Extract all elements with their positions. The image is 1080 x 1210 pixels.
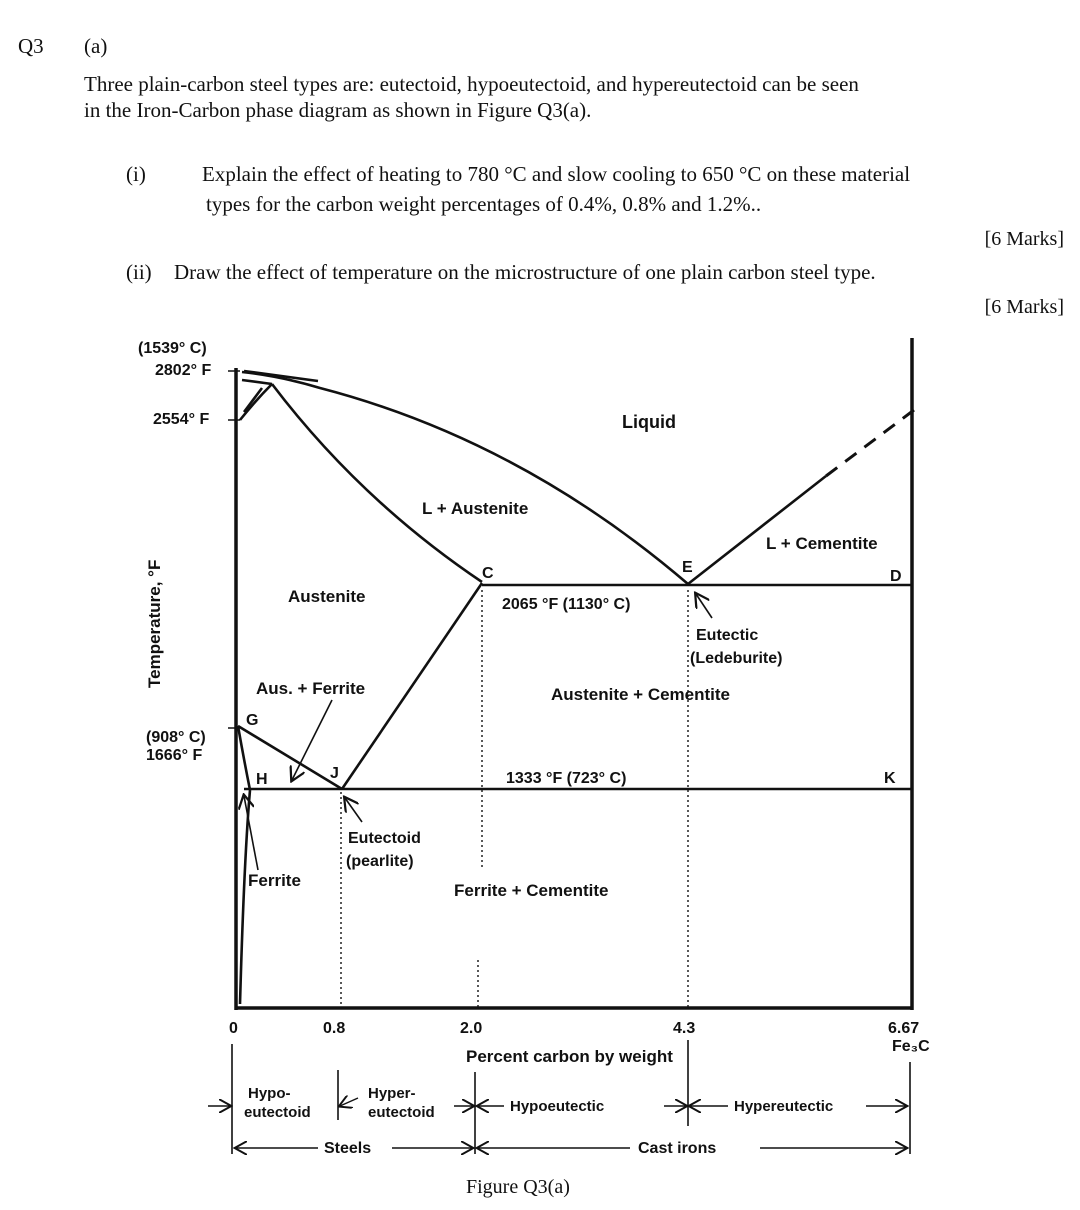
question-part: (a) [84, 34, 108, 58]
sub-question-ii-text: Draw the effect of temperature on the microstructure of one plain carbon steel type. [174, 260, 876, 284]
region-ferrite: Ferrite [248, 871, 301, 890]
point-g: G [246, 712, 259, 729]
point-h: H [256, 771, 268, 788]
eutectoid-label: Eutectoid [348, 830, 421, 847]
x-tick-0: 0 [229, 1020, 238, 1037]
point-c: C [482, 565, 494, 582]
point-d: D [890, 568, 902, 585]
hypoeutectic-label: Hypoeutectic [510, 1098, 605, 1115]
region-aus-ferrite: Aus. + Ferrite [256, 679, 366, 698]
diagram-frame [236, 338, 912, 1010]
temp-2802f: 2802° F [155, 362, 212, 379]
liquidus-extension-dashed [826, 410, 914, 476]
region-austenite: Austenite [288, 587, 366, 606]
sub-question-ii-marks: [6 Marks] [984, 296, 1064, 318]
region-liquid: Liquid [622, 412, 676, 432]
hypereutectoid-line-1: Hyper- [368, 1085, 416, 1102]
region-l-cementite: L + Cementite [766, 534, 878, 553]
temp-2554f: 2554° F [153, 411, 210, 428]
hypereutectic-label: Hypereutectic [734, 1098, 834, 1115]
point-j: J [330, 765, 339, 782]
ledeburite-label: (Ledeburite) [690, 650, 783, 667]
liquidus-line [242, 372, 688, 584]
figure-caption: Figure Q3(a) [466, 1176, 570, 1198]
x-tick-6-67: 6.67 [888, 1020, 920, 1037]
solidus-line [272, 384, 482, 582]
x-axis-label: Percent carbon by weight [466, 1047, 673, 1066]
aus-ferrite-arrow [292, 700, 332, 780]
question-number: Q3 [18, 34, 44, 58]
sub-question-i-line-1: Explain the effect of heating to 780 °C and slow cooling to 650 °C on these material [202, 162, 911, 186]
point-k: K [884, 770, 896, 787]
x-tick-2-0: 2.0 [460, 1020, 483, 1037]
region-austenite-cementite: Austenite + Cementite [551, 685, 731, 704]
sub-question-i-label: (i) [126, 162, 146, 186]
temp-1539c: (1539° C) [138, 340, 207, 357]
hypoeutectoid-line-1: Hypo- [248, 1085, 291, 1102]
cast-irons-label: Cast irons [638, 1140, 717, 1157]
intro-line-2: in the Iron-Carbon phase diagram as shown in Figure Q3(a). [84, 98, 592, 122]
temp-1666f: 1666° F [146, 747, 203, 764]
region-l-austenite: L + Austenite [422, 499, 529, 518]
temp-908c: (908° C) [146, 729, 206, 746]
hypoeutectoid-line-2: eutectoid [244, 1104, 311, 1121]
pearlite-label: (pearlite) [346, 853, 414, 870]
eutectic-label: Eutectic [696, 627, 759, 644]
eutectic-arrow [696, 594, 712, 618]
a3-line [238, 726, 342, 789]
hypereutectoid-line-2: eutectoid [368, 1104, 435, 1121]
composition-guides [341, 590, 688, 1008]
sub-question-i-line-2: types for the carbon weight percentages of 0.4%, 0.8% and 1.2%.. [206, 192, 762, 216]
intro-line-1: Three plain-carbon steel types are: eutectoid, hypoeutectoid, and hypereutectoid can be seen [84, 72, 859, 96]
sub-question-i-marks: [6 Marks] [984, 228, 1064, 250]
eutectic-temperature: 2065 °F (1130° C) [502, 596, 631, 613]
fe3c-label: Fe₃C [892, 1038, 930, 1055]
x-tick-4-3: 4.3 [673, 1020, 696, 1037]
eutectoid-arrow [345, 798, 362, 822]
region-ferrite-cementite: Ferrite + Cementite [454, 881, 609, 900]
sub-question-ii-label: (ii) [126, 260, 152, 284]
steels-label: Steels [324, 1140, 372, 1157]
y-axis-label: Temperature, °F [145, 559, 164, 688]
x-tick-0-8: 0.8 [323, 1020, 346, 1037]
point-e: E [682, 559, 693, 576]
eutectoid-temperature: 1333 °F (723° C) [506, 770, 627, 787]
